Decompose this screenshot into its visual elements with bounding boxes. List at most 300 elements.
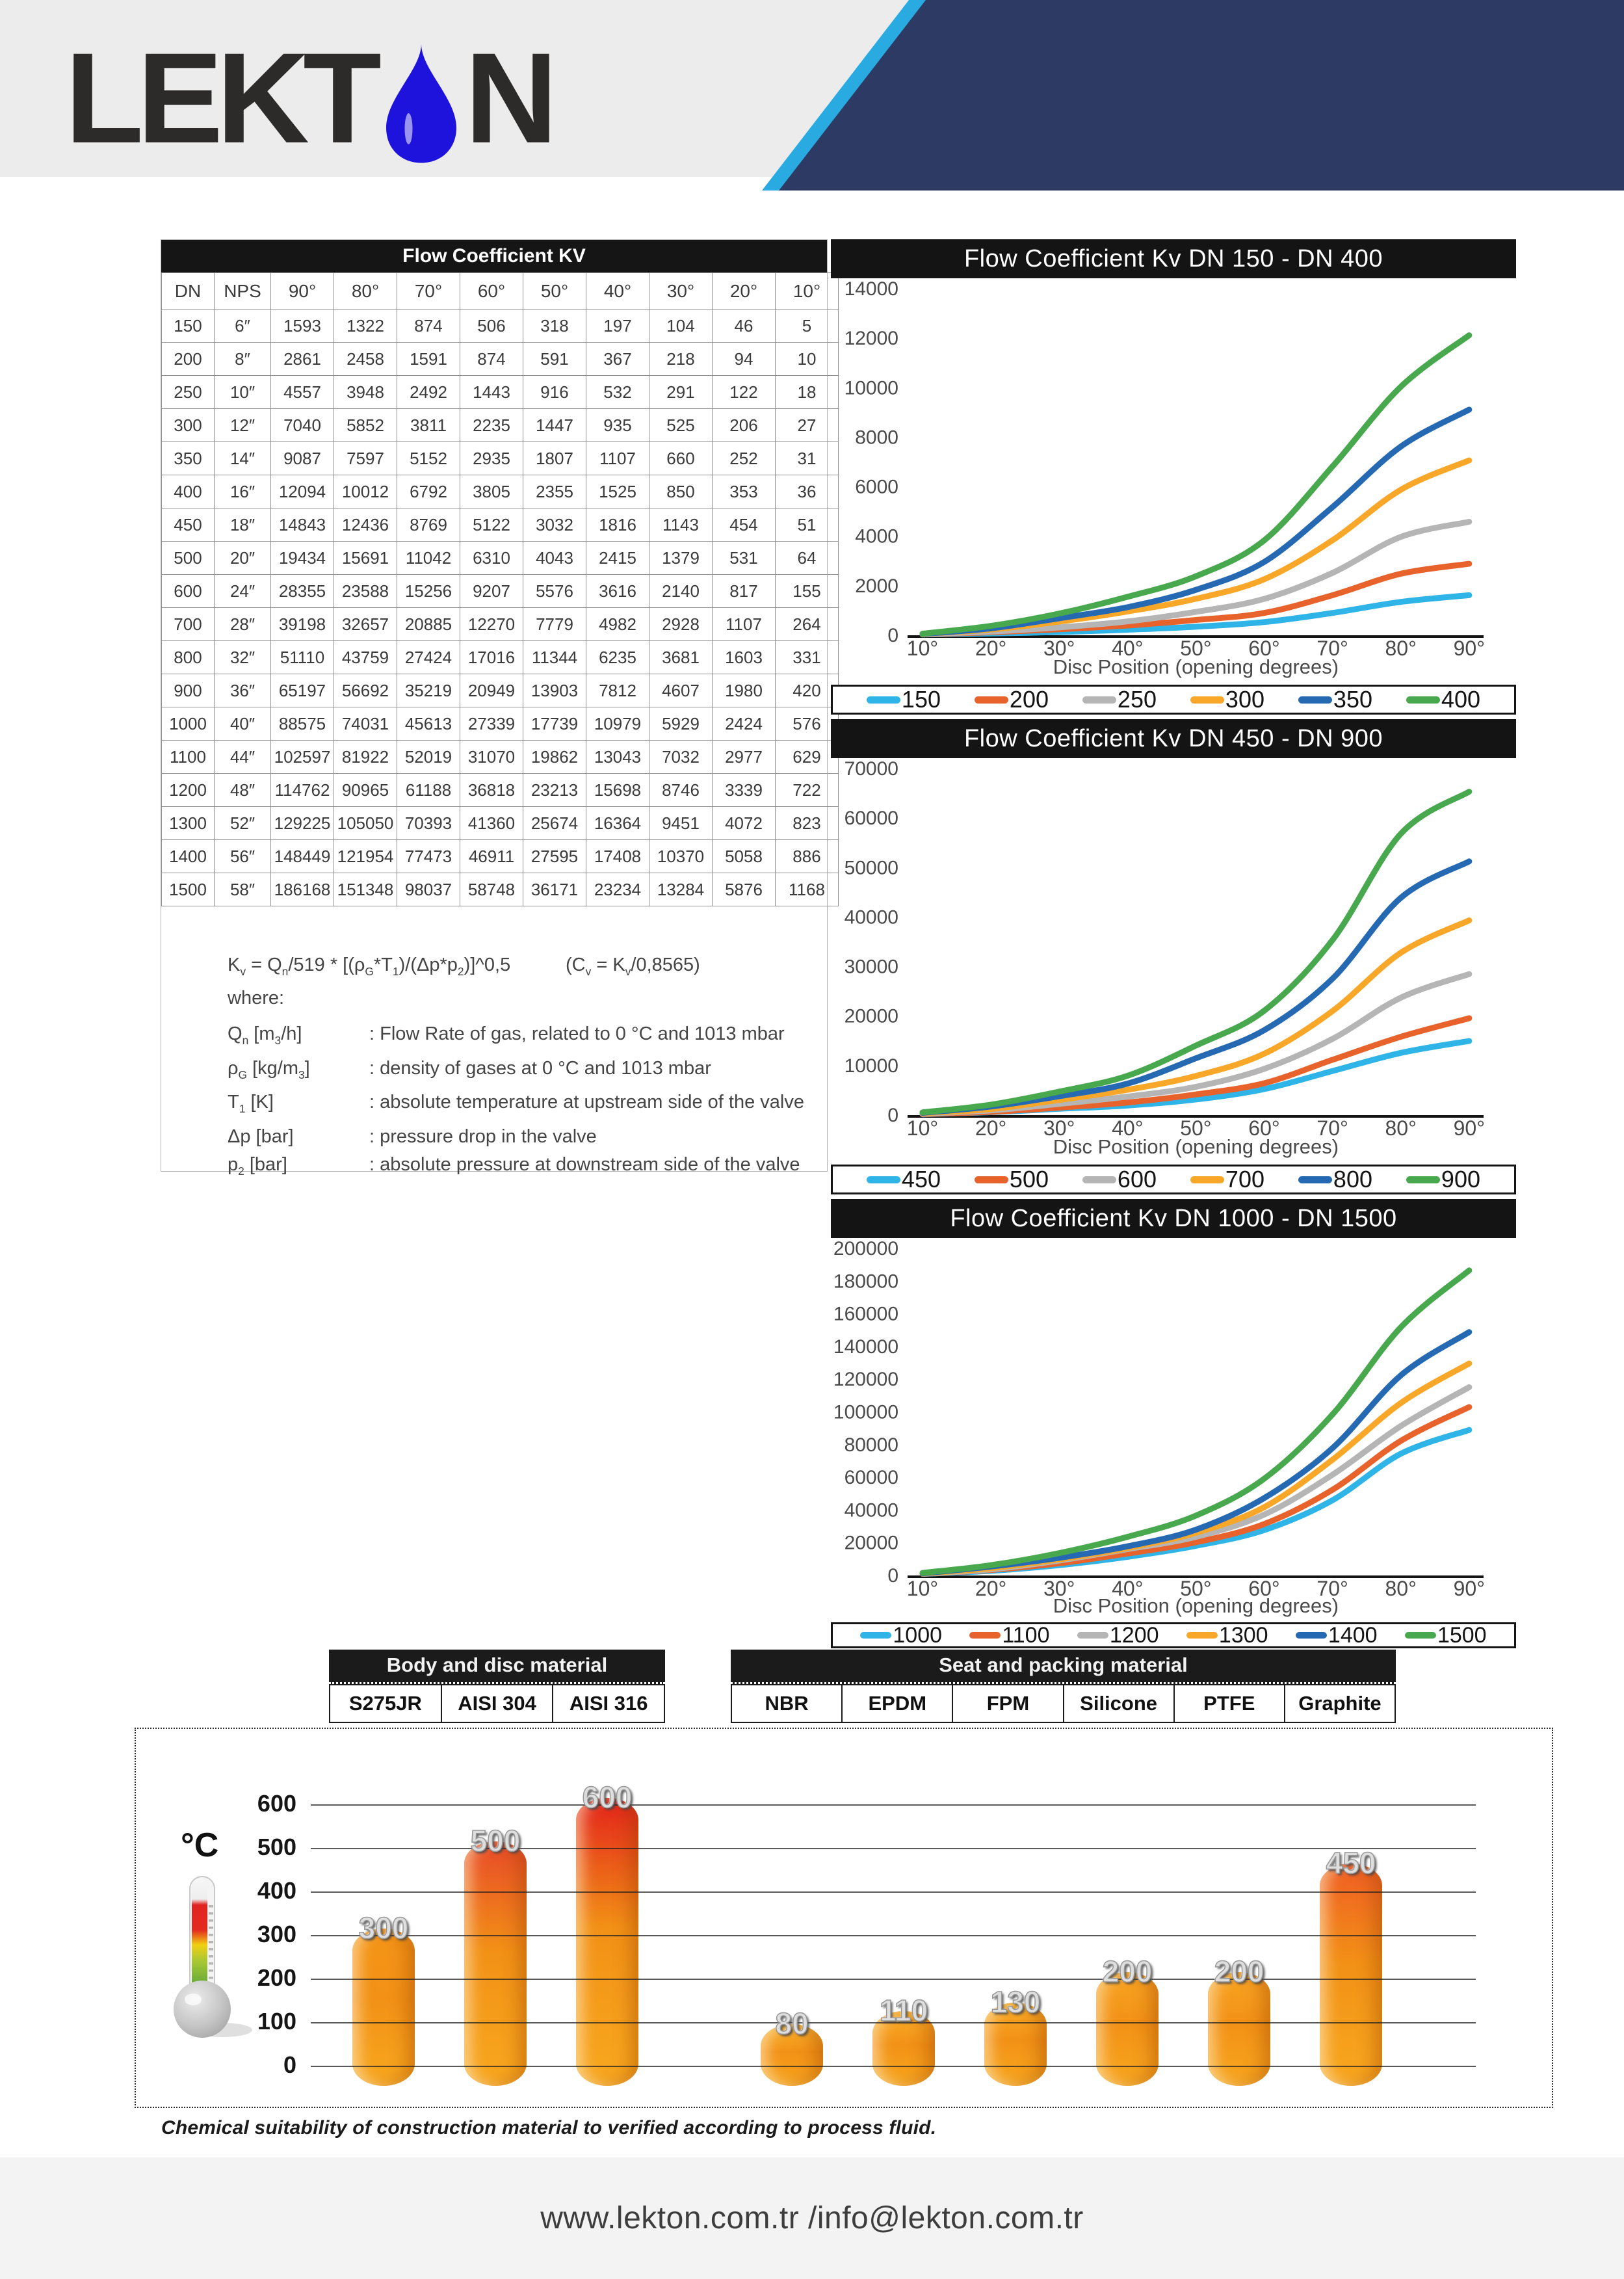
kv-cell: 20949: [460, 674, 523, 707]
formula-definition-row: [228, 1055, 806, 1088]
legend-dash-icon: [975, 1176, 1008, 1183]
temp-bar-aisi-316: [576, 1798, 638, 2086]
temp-bar-silicone: [1096, 1972, 1159, 2086]
kv-cell: 532: [586, 376, 649, 409]
x-axis-tick-label: 40°: [1112, 1577, 1144, 1600]
legend-dash-icon: [1186, 1632, 1218, 1639]
kv-cell: 11042: [397, 542, 460, 575]
kv-cell: 61188: [397, 774, 460, 807]
kv-cell: 1379: [649, 542, 713, 575]
kv-table-title: Flow Coefficient KV: [161, 240, 827, 272]
legend-item-500: [975, 1166, 1049, 1193]
x-axis-tick-label: 40°: [1112, 637, 1144, 660]
legend-item-700: [1190, 1166, 1264, 1193]
legend-item-800: [1298, 1166, 1372, 1193]
kv-data-row: [162, 442, 839, 475]
kv-cell: 15691: [334, 542, 397, 575]
kv-cell: 823: [776, 807, 839, 840]
series-line-900: [923, 792, 1469, 1113]
kv-data-row: [162, 409, 839, 442]
kv-cell: 27424: [397, 641, 460, 674]
temp-bar-value-label: 300: [358, 1911, 409, 1945]
kv-cell: 1447: [523, 409, 586, 442]
kv-cell: 1300: [162, 807, 215, 840]
kv-cell: 2928: [649, 608, 713, 641]
kv-cell: 6235: [586, 641, 649, 674]
kv-cell: 5876: [713, 873, 776, 906]
y-axis-tick-label: 100000: [833, 1401, 898, 1423]
kv-cell: 52″: [215, 807, 271, 840]
x-axis-tick-label: 20°: [975, 1577, 1007, 1600]
legend-dash-icon: [1190, 1176, 1224, 1183]
legend-item-250: [1082, 686, 1157, 713]
kv-cell: 576: [776, 707, 839, 741]
chart-canvas: [831, 278, 1516, 680]
kv-cell: 12436: [334, 508, 397, 542]
kv-cell: 3032: [523, 508, 586, 542]
kv-cell: 102597: [271, 741, 334, 774]
kv-data-row: [162, 707, 839, 741]
kv-cell: 23588: [334, 575, 397, 608]
kv-data-row: [162, 608, 839, 641]
legend-item-1000: [860, 1623, 942, 1648]
kv-cell: 36: [776, 475, 839, 508]
legend-dash-icon: [1077, 1632, 1108, 1639]
kv-data-row: [162, 376, 839, 409]
kv-cell: 36818: [460, 774, 523, 807]
kv-cell: 23234: [586, 873, 649, 906]
temp-bar-value-label: 80: [775, 2007, 809, 2041]
kv-cell: 197: [586, 310, 649, 343]
kv-cell: 5576: [523, 575, 586, 608]
chart-dn450-900: [831, 719, 1516, 1194]
kv-data-row: [162, 542, 839, 575]
legend-dash-icon: [1082, 1176, 1116, 1183]
y-axis-tick-label: 120000: [833, 1369, 898, 1391]
seat-material-table: [731, 1650, 1396, 1723]
kv-header-cell: 30°: [649, 273, 713, 310]
formula-definition-row: [228, 1021, 806, 1053]
kv-cell: 129225: [271, 807, 334, 840]
legend-label: 700: [1225, 1166, 1264, 1192]
kv-cell: 12270: [460, 608, 523, 641]
kv-data-row: [162, 641, 839, 674]
legend-label: 200: [1009, 686, 1049, 713]
kv-cell: 122: [713, 376, 776, 409]
kv-cell: 454: [713, 508, 776, 542]
kv-formula-block: [228, 955, 806, 1186]
legend-dash-icon: [1082, 696, 1116, 704]
kv-cell: 36171: [523, 873, 586, 906]
x-axis-tick-label: 40°: [1112, 1116, 1144, 1140]
kv-cell: 19434: [271, 542, 334, 575]
x-axis-tick-label: 80°: [1385, 1116, 1417, 1140]
kv-data-row: [162, 508, 839, 542]
kv-cell: 660: [649, 442, 713, 475]
kv-cell: 17408: [586, 840, 649, 873]
kv-cell: 291: [649, 376, 713, 409]
kv-cell: 886: [776, 840, 839, 873]
kv-cell: 186168: [271, 873, 334, 906]
kv-cell: 31: [776, 442, 839, 475]
kv-cell: 15698: [586, 774, 649, 807]
legend-label: 250: [1117, 686, 1157, 713]
kv-data-row: [162, 310, 839, 343]
kv-cell: 36″: [215, 674, 271, 707]
kv-cell: 1603: [713, 641, 776, 674]
kv-cell: 58″: [215, 873, 271, 906]
kv-header-cell: 40°: [586, 273, 649, 310]
kv-cell: 700: [162, 608, 215, 641]
x-axis-tick-label: 60°: [1248, 1577, 1280, 1600]
temp-gridline: [311, 1891, 1476, 1893]
legend-label: 300: [1225, 686, 1264, 713]
kv-cell: 74031: [334, 707, 397, 741]
x-axis-tick-label: 70°: [1316, 637, 1348, 660]
kv-cell: 10979: [586, 707, 649, 741]
x-axis-tick-label: 30°: [1043, 1577, 1075, 1600]
kv-cell: 10370: [649, 840, 713, 873]
seat-material-cell-nbr: NBR: [731, 1684, 843, 1723]
y-axis-tick-label: 0: [887, 625, 898, 646]
kv-cell: 916: [523, 376, 586, 409]
legend-item-600: [1082, 1166, 1157, 1193]
kv-cell: 1443: [460, 376, 523, 409]
kv-header-cell: 10°: [776, 273, 839, 310]
y-axis-tick-label: 10000: [844, 377, 898, 399]
legend-item-1300: [1186, 1623, 1268, 1648]
kv-cell: 1168: [776, 873, 839, 906]
kv-cell: 525: [649, 409, 713, 442]
legend-dash-icon: [1405, 1632, 1436, 1639]
x-axis-tick-label: 90°: [1453, 1116, 1485, 1140]
kv-cell: 1200: [162, 774, 215, 807]
kv-cell: 39198: [271, 608, 334, 641]
temp-y-tick-label: 100: [257, 2008, 296, 2035]
temp-y-tick-label: 400: [257, 1877, 296, 1904]
kv-cell: 121954: [334, 840, 397, 873]
legend-label: 350: [1333, 686, 1372, 713]
kv-cell: 1143: [649, 508, 713, 542]
temp-gridline: [311, 1935, 1476, 1936]
kv-header-cell: 50°: [523, 273, 586, 310]
kv-cell: 850: [649, 475, 713, 508]
y-axis-tick-label: 140000: [833, 1336, 898, 1358]
legend-dash-icon: [860, 1632, 891, 1639]
formula-symbol: Δp [bar]: [228, 1126, 294, 1148]
kv-cell: 3339: [713, 774, 776, 807]
kv-cell: 900: [162, 674, 215, 707]
seat-material-title: Seat and packing material: [731, 1650, 1396, 1684]
kv-cell: 3805: [460, 475, 523, 508]
legend-dash-icon: [975, 696, 1008, 704]
kv-cell: 16364: [586, 807, 649, 840]
kv-data-row: [162, 873, 839, 906]
y-axis-tick-label: 60000: [844, 808, 898, 830]
x-axis-tick-label: 30°: [1043, 637, 1075, 660]
kv-cell: 2861: [271, 343, 334, 376]
temp-bar-value-label: 600: [582, 1780, 633, 1814]
legend-item-350: [1298, 686, 1372, 713]
kv-cell: 27: [776, 409, 839, 442]
kv-data-row: [162, 741, 839, 774]
legend-item-150: [867, 686, 941, 713]
y-axis-tick-label: 60000: [844, 1467, 898, 1489]
kv-cell: 450: [162, 508, 215, 542]
kv-cell: 4557: [271, 376, 334, 409]
kv-cell: 2415: [586, 542, 649, 575]
legend-dash-icon: [1296, 1632, 1327, 1639]
kv-cell: 874: [397, 310, 460, 343]
kv-cell: 2977: [713, 741, 776, 774]
legend-label: 400: [1441, 686, 1480, 713]
kv-cell: 43759: [334, 641, 397, 674]
temp-gridline: [311, 2066, 1476, 2067]
formula-symbol: $Q_n$ $[m_3/h]$: [228, 1023, 302, 1047]
kv-cell: 1500: [162, 873, 215, 906]
kv-data-row: [162, 343, 839, 376]
kv-cell: 150: [162, 310, 215, 343]
y-axis-tick-label: 20000: [844, 1532, 898, 1554]
y-axis-tick-label: 6000: [855, 476, 898, 498]
seat-material-cell-graphite: Graphite: [1284, 1684, 1396, 1723]
kv-cell: 94: [713, 343, 776, 376]
kv-cell: 17739: [523, 707, 586, 741]
legend-dash-icon: [1298, 696, 1332, 704]
temp-bar-aisi-304: [464, 1841, 527, 2086]
kv-cell: 629: [776, 741, 839, 774]
kv-cell: 331: [776, 641, 839, 674]
seat-material-cell-silicone: Silicone: [1063, 1684, 1175, 1723]
chart-title: Flow Coefficient Kv DN 450 - DN 900: [831, 719, 1516, 758]
y-axis-tick-label: 160000: [833, 1303, 898, 1325]
kv-cell: 531: [713, 542, 776, 575]
kv-cell: 52019: [397, 741, 460, 774]
kv-data-row: [162, 840, 839, 873]
kv-cell: 8769: [397, 508, 460, 542]
x-axis-tick-label: 60°: [1248, 637, 1280, 660]
y-axis-tick-label: 30000: [844, 956, 898, 978]
formula-description: : absolute pressure at downstream side of the valve: [369, 1154, 800, 1176]
kv-cell: 6″: [215, 310, 271, 343]
x-axis-tick-label: 70°: [1316, 1577, 1348, 1600]
kv-cell: 88575: [271, 707, 334, 741]
kv-header-cell: NPS: [215, 273, 271, 310]
kv-cell: 2355: [523, 475, 586, 508]
chart-title: Flow Coefficient Kv DN 1000 - DN 1500: [831, 1199, 1516, 1238]
kv-cell: 3616: [586, 575, 649, 608]
kv-cell: 300: [162, 409, 215, 442]
chart-legend: [831, 1622, 1516, 1648]
kv-cell: 5152: [397, 442, 460, 475]
x-axis-title: Disc Position (opening degrees): [1053, 655, 1339, 678]
kv-cell: 206: [713, 409, 776, 442]
body-material-table: [329, 1650, 665, 1723]
chart-dn150-400: [831, 239, 1516, 715]
kv-cell: 18: [776, 376, 839, 409]
temp-y-tick-label: 300: [257, 1921, 296, 1947]
kv-header-cell: 80°: [334, 273, 397, 310]
temp-bar-value-label: 500: [470, 1824, 521, 1858]
footer-contact-text: www.lekton.com.tr /info@lekton.com.tr: [540, 2201, 1084, 2235]
body-material-cell-s275jr: S275JR: [329, 1684, 442, 1723]
seat-material-cell-fpm: FPM: [952, 1684, 1064, 1723]
y-axis-tick-label: 2000: [855, 575, 898, 597]
kv-cell: 151348: [334, 873, 397, 906]
kv-header-row: [162, 273, 839, 310]
y-axis-tick-label: 0: [887, 1565, 898, 1587]
temp-bar-value-label: 450: [1326, 1845, 1376, 1880]
formula-definition-row: [228, 1152, 806, 1184]
formula-main-line: $K_v = Q_n/519$ * $[(\rho_G*T_1)/(\Delta p*p_2)]\^{}0,5$ $(C_v = K_v/0,8565)$: [228, 955, 700, 978]
kv-cell: 6310: [460, 542, 523, 575]
kv-cell: 252: [713, 442, 776, 475]
kv-cell: 6792: [397, 475, 460, 508]
temp-bar-value-label: 200: [1214, 1955, 1264, 1988]
kv-data-row: [162, 774, 839, 807]
x-axis-tick-label: 10°: [906, 1577, 939, 1600]
kv-cell: 17016: [460, 641, 523, 674]
water-droplet-icon: [373, 43, 470, 168]
legend-dash-icon: [1190, 696, 1224, 704]
kv-cell: 155: [776, 575, 839, 608]
x-axis-tick-label: 20°: [975, 637, 1007, 660]
kv-cell: 2140: [649, 575, 713, 608]
x-axis-tick-label: 10°: [906, 1116, 939, 1140]
kv-cell: 318: [523, 310, 586, 343]
kv-cell: 1593: [271, 310, 334, 343]
kv-cell: 1322: [334, 310, 397, 343]
kv-data-row: [162, 575, 839, 608]
kv-cell: 9207: [460, 575, 523, 608]
kv-cell: 12094: [271, 475, 334, 508]
kv-cell: 77473: [397, 840, 460, 873]
legend-dash-icon: [867, 1176, 900, 1183]
kv-cell: 1807: [523, 442, 586, 475]
legend-dash-icon: [969, 1632, 1001, 1639]
legend-item-400: [1406, 686, 1480, 713]
kv-cell: 105050: [334, 807, 397, 840]
kv-cell: 46911: [460, 840, 523, 873]
kv-cell: 56692: [334, 674, 397, 707]
kv-cell: 2458: [334, 343, 397, 376]
chart-title: Flow Coefficient Kv DN 150 - DN 400: [831, 239, 1516, 278]
x-axis-tick-label: 30°: [1043, 1116, 1075, 1140]
kv-cell: 51: [776, 508, 839, 542]
legend-label: 500: [1009, 1166, 1049, 1192]
kv-cell: 27595: [523, 840, 586, 873]
kv-cell: 90965: [334, 774, 397, 807]
temp-y-tick-label: 600: [257, 1790, 296, 1817]
x-axis-title: Disc Position (opening degrees): [1053, 1594, 1339, 1617]
kv-cell: 23213: [523, 774, 586, 807]
kv-cell: 19862: [523, 741, 586, 774]
y-axis-tick-label: 20000: [844, 1005, 898, 1027]
legend-item-1500: [1405, 1623, 1487, 1648]
kv-cell: 1816: [586, 508, 649, 542]
kv-cell: 27339: [460, 707, 523, 741]
kv-cell: 3948: [334, 376, 397, 409]
kv-cell: 800: [162, 641, 215, 674]
kv-cell: 5852: [334, 409, 397, 442]
kv-cell: 2935: [460, 442, 523, 475]
kv-cell: 10: [776, 343, 839, 376]
kv-cell: 11344: [523, 641, 586, 674]
temp-gridline: [311, 1804, 1476, 1806]
kv-cell: 1100: [162, 741, 215, 774]
kv-cell: 250: [162, 376, 215, 409]
x-axis-tick-label: 60°: [1248, 1116, 1280, 1140]
kv-cell: 264: [776, 608, 839, 641]
x-axis-tick-label: 50°: [1180, 637, 1212, 660]
y-axis-tick-label: 14000: [844, 278, 898, 300]
kv-cell: 10″: [215, 376, 271, 409]
kv-cell: 65197: [271, 674, 334, 707]
legend-label: 1100: [1002, 1622, 1050, 1648]
kv-cell: 12″: [215, 409, 271, 442]
kv-cell: 9087: [271, 442, 334, 475]
kv-cell: 8746: [649, 774, 713, 807]
legend-label: 900: [1441, 1166, 1480, 1192]
kv-header-cell: 20°: [713, 273, 776, 310]
kv-data-row: [162, 475, 839, 508]
kv-cell: 218: [649, 343, 713, 376]
kv-cell: 8″: [215, 343, 271, 376]
y-axis-tick-label: 180000: [833, 1271, 898, 1293]
kv-cell: 7032: [649, 741, 713, 774]
legend-item-1200: [1077, 1623, 1159, 1648]
temp-y-tick-label: 200: [257, 1964, 296, 1991]
legend-label: 1000: [893, 1622, 943, 1648]
kv-cell: 15256: [397, 575, 460, 608]
kv-cell: 367: [586, 343, 649, 376]
kv-cell: 350: [162, 442, 215, 475]
legend-label: 1400: [1328, 1622, 1378, 1648]
kv-table: [161, 272, 839, 906]
formula-description: : density of gases at 0 °C and 1013 mbar: [369, 1057, 711, 1079]
legend-label: 1200: [1109, 1622, 1159, 1648]
kv-cell: 40″: [215, 707, 271, 741]
temp-y-tick-label: 500: [257, 1834, 296, 1860]
kv-cell: 56″: [215, 840, 271, 873]
temp-bar-s275jr: [352, 1929, 415, 2086]
legend-dash-icon: [867, 696, 900, 704]
kv-cell: 58748: [460, 873, 523, 906]
kv-cell: 31070: [460, 741, 523, 774]
legend-item-1100: [969, 1623, 1049, 1648]
kv-cell: 1000: [162, 707, 215, 741]
legend-dash-icon: [1406, 696, 1440, 704]
formula-definition-row: [228, 1124, 806, 1150]
kv-cell: 874: [460, 343, 523, 376]
temp-bar-graphite: [1320, 1864, 1382, 2087]
legend-label: 1500: [1437, 1622, 1487, 1648]
temp-y-tick-label: 0: [283, 2051, 296, 2078]
formula-symbol: $\rho_G$ $[kg/m_3]$: [228, 1057, 310, 1081]
kv-cell: 14843: [271, 508, 334, 542]
kv-cell: 48″: [215, 774, 271, 807]
kv-cell: 722: [776, 774, 839, 807]
kv-cell: 591: [523, 343, 586, 376]
formula-description: : Flow Rate of gas, related to 0 °C and 1013 mbar: [369, 1023, 785, 1044]
kv-cell: 20885: [397, 608, 460, 641]
kv-cell: 1107: [713, 608, 776, 641]
seat-material-cell-epdm: EPDM: [841, 1684, 953, 1723]
kv-header-cell: 60°: [460, 273, 523, 310]
kv-cell: 600: [162, 575, 215, 608]
celsius-axis-label: °C: [181, 1826, 219, 1864]
chart-canvas: [831, 1238, 1516, 1618]
